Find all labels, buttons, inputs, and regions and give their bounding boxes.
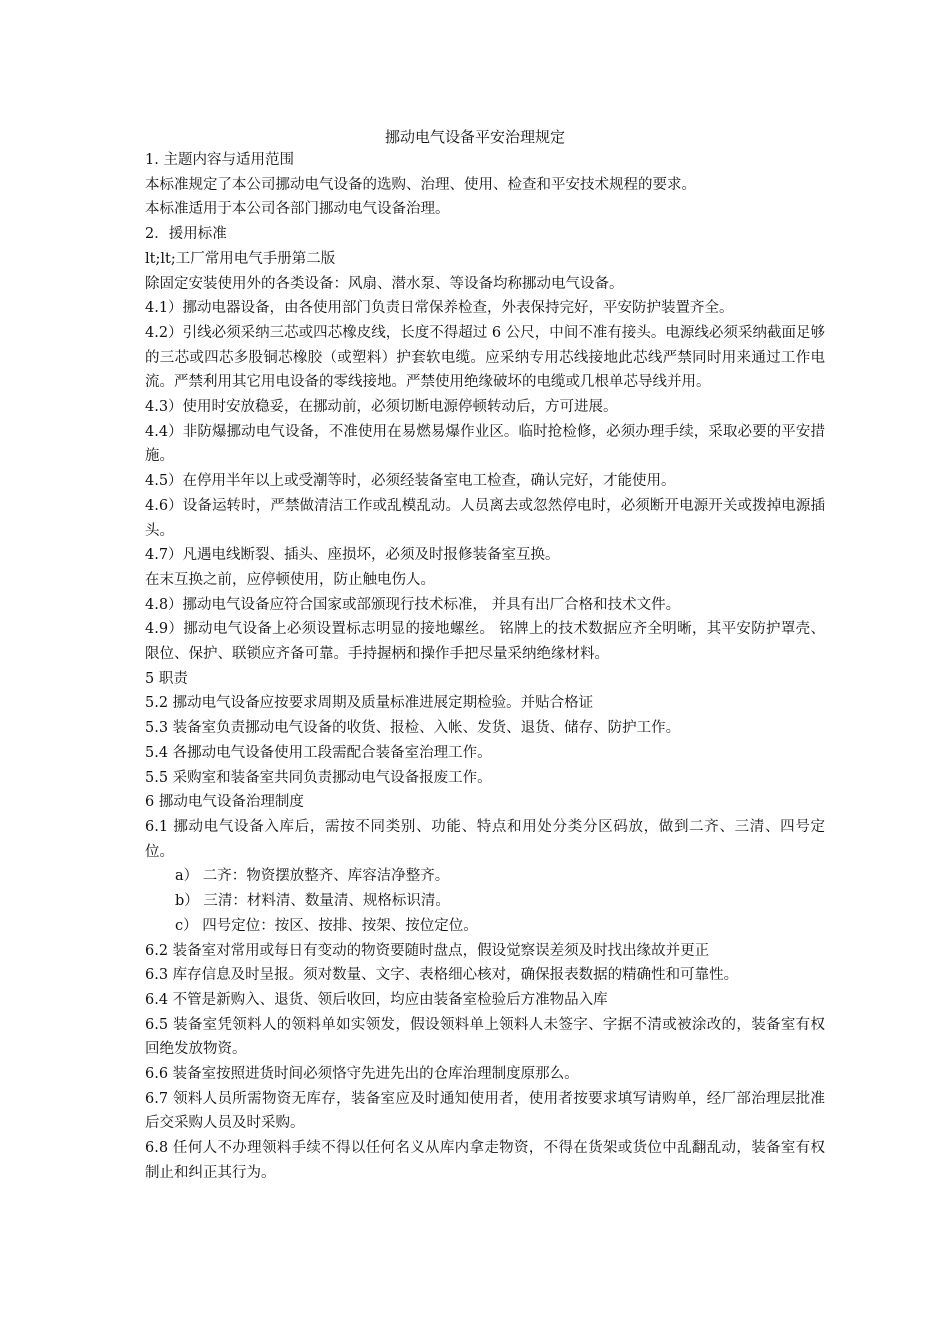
section-heading: 2．援用标准 xyxy=(145,226,227,243)
clause: 4.1）挪动电器设备，由各使用部门负责日常保养检查，外表保持完好，平安防护装置齐全。 xyxy=(145,300,734,317)
clause: 4.5）在停用半年以上或受潮等时，必须经装备室电工检查，确认完好，才能使用。 xyxy=(145,473,676,490)
clause: 6.8 任何人不办理领料手续不得以任何名义从库内拿走物资，不得在货架或货位中乱翻乱动，装备室有权制止和纠正其行为。 xyxy=(145,1140,825,1181)
clause: 4.7）凡遇电线断裂、插头、座损坏，必须及时报修装备室互换。 xyxy=(145,547,560,564)
list-item: b） 三清：材料清、数量清、规格标识清。 xyxy=(175,893,450,910)
clause: 5.3 装备室负责挪动电气设备的收货、报检、入帐、发货、退货、储存、防护工作。 xyxy=(145,720,681,737)
clause: 6.3 库存信息及时呈报。须对数量、文字、表格细心核对，确保报表数据的精确性和可靠性。 xyxy=(145,967,739,984)
clause: 5.4 各挪动电气设备使用工段需配合装备室治理工作。 xyxy=(145,744,492,761)
clause: 6.4 不管是新购入、退货、领后收回，均应由装备室检验后方准物品入库 xyxy=(145,991,608,1008)
clause: 6.1 挪动电气设备入库后，需按不同类别、功能、特点和用处分类分区码放，做到二齐、三清、四号定位。 xyxy=(145,818,825,860)
clause: 4.8）挪动电气设备应符合国家或部颁现行技术标准， 并具有出厂合格和技术文件。 xyxy=(145,596,681,613)
clause: 4.2）引线必须采纳三芯或四芯橡皮线，长度不得超过 6 公尺，中间不准有接头。电源线必须采纳截面足够的三芯或四芯多股铜芯橡胶（或塑料）护套软电缆。应采纳专用芯线接地此芯线严禁同时用来通过工作电流。严禁利用其它用电设备的零线接地。严禁使用绝缘破坏的电缆或几根单芯导线并用。 xyxy=(145,324,825,391)
paragraph: lt;lt;工厂常用电气手册第二版 xyxy=(145,250,336,267)
clause: 4.3）使用时安放稳妥，在挪动前，必须切断电源停顿转动后，方可进展。 xyxy=(145,399,618,416)
clause: 4.9）挪动电气设备上必须设置标志明显的接地螺丝。 铭牌上的技术数据应齐全明晰，其平安防护罩壳、限位、保护、联锁应齐备可靠。手持握柄和操作手把尽量采纳绝缘材料。 xyxy=(145,621,825,663)
clause: 6.7 领料人员所需物资无库存，装备室应及时通知使用者，使用者按要求填写请购单，经厂部治理层批准后交采购人员及时采购。 xyxy=(145,1090,825,1132)
document-body xyxy=(145,148,825,1186)
paragraph: 本标准适用于本公司各部门挪动电气设备治理。 xyxy=(145,201,450,218)
clause: 6.6 装备室按照进货时间必须恪守先进先出的仓库治理制度原那么。 xyxy=(145,1066,579,1083)
paragraph: 本标准规定了本公司挪动电气设备的选购、治理、使用、检查和平安技术规程的要求。 xyxy=(145,176,696,193)
section-heading: 5 职责 xyxy=(145,670,188,687)
list-item: a） 二齐：物资摆放整齐、库容洁净整齐。 xyxy=(175,868,450,885)
clause: 5.5 采购室和装备室共同负责挪动电气设备报废工作。 xyxy=(145,769,492,786)
document-title: 挪动电气设备平安治理规定 xyxy=(384,128,565,146)
clause: 6.5 装备室凭领料人的领料单如实领发，假设领料单上领料人未签字、字据不清或被涂改的，装备室有权回绝发放物资。 xyxy=(145,1016,825,1058)
section-heading: 1. 主题内容与适用范围 xyxy=(145,152,294,168)
clause: 5.2 挪动电气设备应按要求周期及质量标准进展定期检验。并贴合格证 xyxy=(145,695,594,712)
clause: 6.2 装备室对常用或每日有变动的物资要随时盘点，假设觉察误差须及时找出缘故并更正 xyxy=(145,942,710,959)
section-heading: 6 挪动电气设备治理制度 xyxy=(145,794,304,811)
paragraph: 在末互换之前，应停顿使用，防止触电伤人。 xyxy=(145,571,435,588)
list-item: c） 四号定位：按区、按排、按架、按位定位。 xyxy=(175,917,478,934)
clause: 4.6）设备运转时，严禁做清洁工作或乱模乱动。人员离去或忽然停电时，必须断开电源开关或拨掉电源插头。 xyxy=(145,497,825,539)
paragraph: 除固定安装使用外的各类设备：风扇、潜水泵、等设备均称挪动电气设备。 xyxy=(145,275,624,292)
clause: 4.4）非防爆挪动电气设备，不准使用在易燃易爆作业区。临时抢检修，必须办理手续，采取必要的平安措施。 xyxy=(145,423,825,465)
